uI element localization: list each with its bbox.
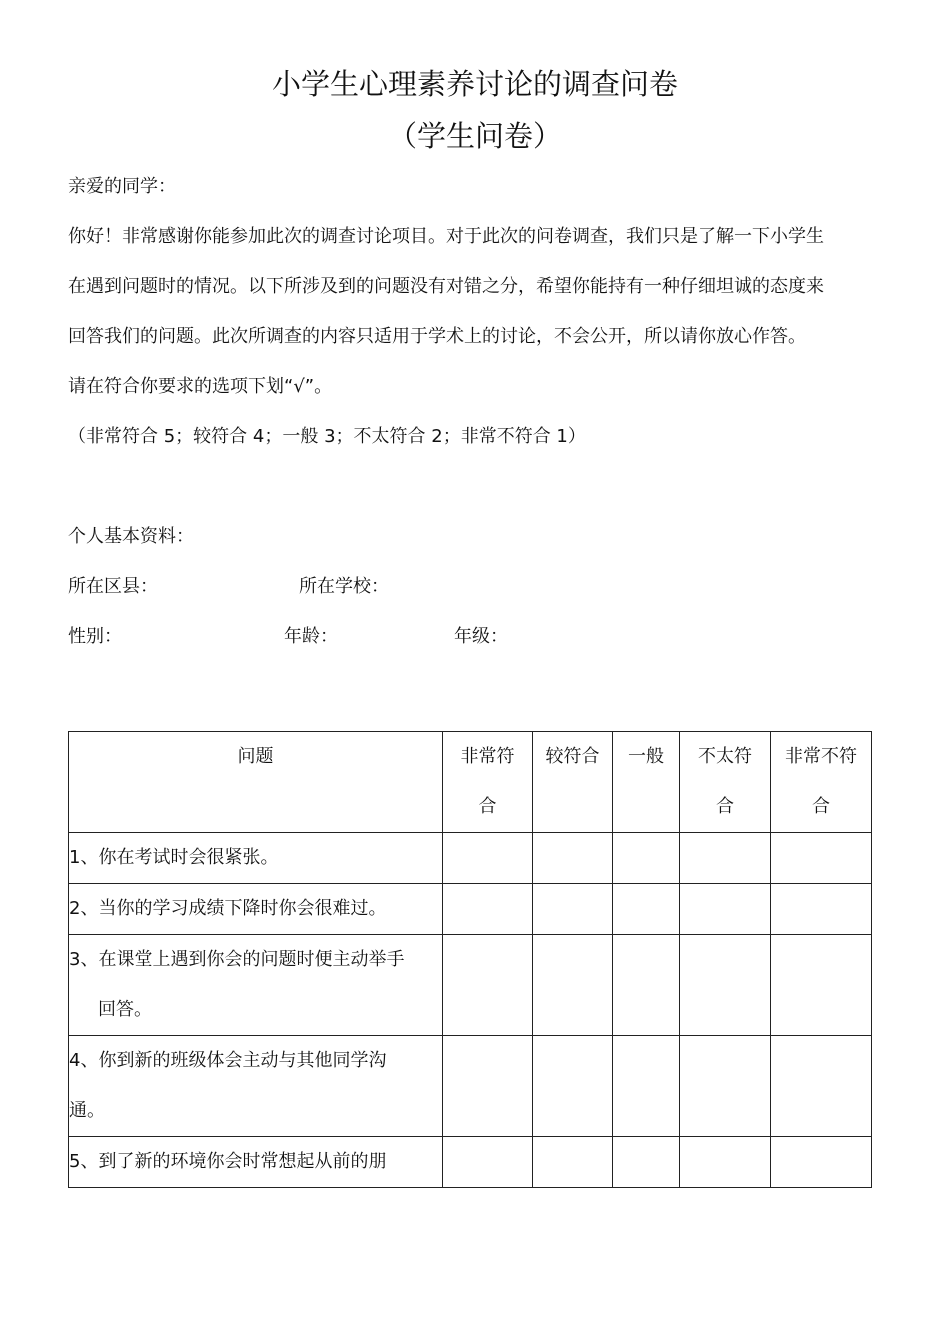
table-header-row (69, 732, 872, 833)
answer-cell-5[interactable] (443, 833, 533, 884)
question-cell (69, 935, 443, 1036)
answer-cell-1[interactable] (771, 935, 872, 1036)
instruction-line: 请在符合你要求的选项下划“√”。 (68, 376, 333, 397)
answer-cell-3[interactable] (613, 884, 680, 935)
question-cell: 2、当你的学习成绩下降时你会很难过。 (69, 884, 443, 935)
intro-line: 回答我们的问题。此次所调查的内容只适用于学术上的讨论，不会公开，所以请你放心作答。 (68, 326, 806, 347)
answer-cell-5[interactable] (443, 1036, 533, 1137)
district-field-label: 所在区县： (68, 576, 158, 597)
grade-field-label: 年级： (454, 626, 508, 647)
answer-cell-2[interactable] (680, 935, 771, 1036)
answer-cell-2[interactable] (680, 884, 771, 935)
question-cell (69, 1036, 443, 1137)
question-line: 3、在课堂上遇到你会的问题时便主动举手 (69, 949, 405, 970)
answer-cell-5[interactable] (443, 884, 533, 935)
age-field-label: 年龄： (284, 626, 338, 647)
answer-cell-4[interactable] (533, 833, 613, 884)
intro-line: 你好！非常感谢你能参加此次的调查讨论项目。对于此次的问卷调查，我们只是了解一下小学生 (68, 226, 824, 247)
survey-table (68, 731, 872, 1188)
answer-cell-1[interactable] (771, 1036, 872, 1137)
answer-cell-4[interactable] (533, 1137, 613, 1188)
document-subtitle: （学生问卷） (387, 119, 562, 153)
greeting: 亲爱的同学： (68, 176, 176, 197)
header-strongly-disagree: 非常不符 合 (771, 732, 872, 833)
answer-cell-4[interactable] (533, 935, 613, 1036)
school-field-label: 所在学校： (299, 576, 389, 597)
answer-cell-4[interactable] (533, 1036, 613, 1137)
answer-cell-1[interactable] (771, 884, 872, 935)
header-agree: 较符合 (533, 732, 613, 833)
table-row (69, 1137, 872, 1188)
question-line: 4、你到新的班级体会主动与其他同学沟 (69, 1050, 387, 1071)
answer-cell-2[interactable] (680, 1036, 771, 1137)
answer-cell-3[interactable] (613, 833, 680, 884)
answer-cell-3[interactable] (613, 1137, 680, 1188)
header-strongly-agree: 非常符 合 (443, 732, 533, 833)
table-row (69, 935, 872, 1036)
rating-scale-legend: （非常符合 5；较符合 4；一般 3；不太符合 2；非常不符合 1） (68, 426, 586, 447)
answer-cell-5[interactable] (443, 1137, 533, 1188)
answer-cell-1[interactable] (771, 833, 872, 884)
document-title: 小学生心理素养讨论的调查问卷 (271, 67, 678, 101)
question-line: 通。 (69, 1100, 105, 1121)
answer-cell-2[interactable] (680, 1137, 771, 1188)
answer-cell-2[interactable] (680, 833, 771, 884)
question-line: 回答。 (98, 999, 152, 1020)
answer-cell-4[interactable] (533, 884, 613, 935)
header-neutral: 一般 (613, 732, 680, 833)
intro-line: 在遇到问题时的情况。以下所涉及到的问题没有对错之分，希望你能持有一种仔细坦诚的态度来 (68, 276, 824, 297)
question-cell: 1、你在考试时会很紧张。 (69, 833, 443, 884)
gender-field-label: 性别： (68, 626, 122, 647)
table-row (69, 833, 872, 884)
personal-info-heading: 个人基本资料： (68, 526, 194, 547)
answer-cell-5[interactable] (443, 935, 533, 1036)
table-row (69, 1036, 872, 1137)
header-question: 问题 (69, 732, 443, 833)
answer-cell-3[interactable] (613, 1036, 680, 1137)
answer-cell-3[interactable] (613, 935, 680, 1036)
answer-cell-1[interactable] (771, 1137, 872, 1188)
question-cell: 5、到了新的环境你会时常想起从前的朋 (69, 1137, 443, 1188)
table-row (69, 884, 872, 935)
header-disagree: 不太符 合 (680, 732, 771, 833)
